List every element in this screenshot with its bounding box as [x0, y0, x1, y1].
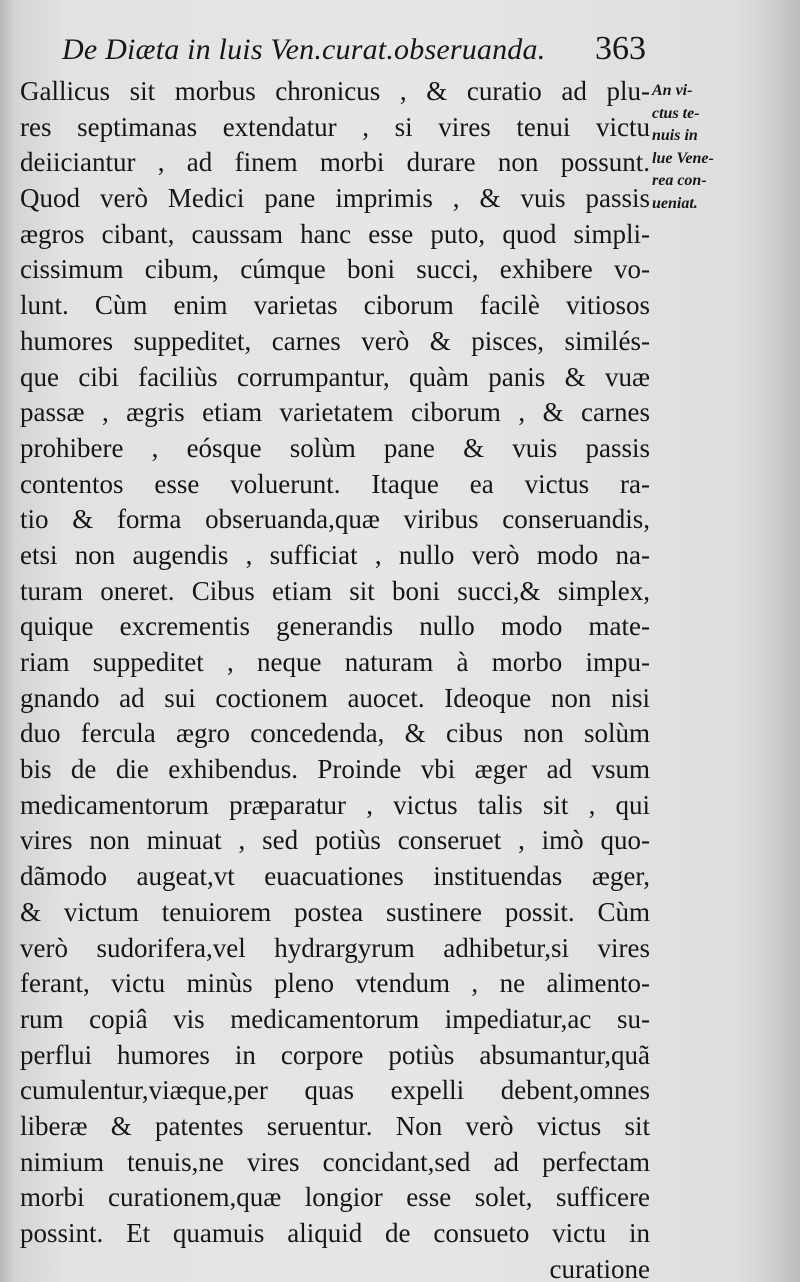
text-line: que cibi faciliùs corrumpantur, quàm panis & vuæ: [20, 361, 650, 392]
marginal-note-line: lue Vene-: [652, 149, 714, 167]
text-line: prohibere , eósque solùm pane & vuis passis: [20, 432, 650, 463]
marginal-note-line: ctus te-: [652, 104, 700, 122]
text-line: rum copiâ vis medicamentorum impediatur,ac su-: [20, 1003, 650, 1034]
text-line: liberæ & patentes seruentur. Non verò victus sit: [20, 1110, 650, 1141]
text-line: perflui humores in corpore potiùs absumantur,quã: [20, 1039, 650, 1070]
text-line: morbi curationem,quæ longior esse solet, sufficere: [20, 1182, 650, 1213]
text-line: quique excrementis generandis nullo modo mate-: [20, 611, 650, 642]
text-line: turam oneret. Cibus etiam sit boni succi,& simplex,: [20, 575, 650, 606]
text-line: cumulentur,viæque,per quas expelli debent,omnes: [20, 1075, 650, 1106]
marginal-note: [652, 80, 752, 215]
text-line: nimium tenuis,ne vires concidant,sed ad perfectam: [20, 1146, 650, 1177]
text-line: dãmodo augeat,vt euacuationes instituendas æger,: [20, 861, 650, 892]
text-line: Gallicus sit morbus chronicus , & curatio ad plu-: [20, 76, 650, 106]
text-line: res septimanas extendatur , si vires tenui victu: [20, 111, 650, 142]
text-line: gnando ad sui coctionem auocet. Ideoque non nisi: [20, 682, 650, 713]
text-line: lunt. Cùm enim varietas ciborum facilè vitiosos: [20, 290, 650, 321]
text-line: possint. Et quamuis aliquid de consueto victu in: [20, 1218, 650, 1248]
marginal-note-line: An vi-: [652, 82, 693, 99]
text-line: humores suppeditet, carnes verò & pisces, similés-: [20, 325, 650, 356]
text-line: duo fercula ægro concedenda, & cibus non solùm: [20, 718, 650, 749]
catchword: curatione: [549, 1253, 650, 1282]
text-line: ferant, victu minùs pleno vtendum , ne alimento-: [20, 968, 650, 999]
text-line: bis de die exhibendus. Proinde vbi æger ad vsum: [20, 754, 650, 785]
text-line: deiiciantur , ad finem morbi durare non possunt.: [20, 147, 650, 178]
text-line: verò sudorifera,vel hydrargyrum adhibetur,si vires: [20, 932, 650, 963]
body-text: [20, 74, 650, 1282]
text-line: Quod verò Medici pane imprimis , & vuis passis: [20, 183, 650, 214]
marginal-note-line: rea con-: [652, 172, 707, 189]
text-line: etsi non augendis , sufficiat , nullo verò modo na-: [20, 539, 650, 570]
text-line: medicamentorum præparatur , victus talis sit , qui: [20, 789, 650, 820]
page-number: 363: [595, 30, 646, 67]
page-gutter-shadow: [754, 0, 800, 1282]
text-line: passæ , ægris etiam varietatem ciborum , & carnes: [20, 397, 650, 428]
running-head: De Diæta in luis Ven.curat.obseruanda.: [62, 33, 546, 66]
text-line: riam suppeditet , neque naturam à morbo impu-: [20, 647, 650, 677]
text-line: ægros cibant, caussam hanc esse puto, quod simpli-: [20, 218, 650, 249]
text-line: cissimum cibum, cúmque boni succi, exhibere vo-: [20, 254, 650, 285]
text-line: & victum tenuiorem postea sustinere possit. Cùm: [20, 896, 650, 927]
marginal-note-line: nuis in: [652, 127, 698, 144]
marginal-note-line: ueniat.: [652, 194, 698, 212]
text-line: contentos esse voluerunt. Itaque ea victus ra-: [20, 468, 650, 499]
page-edge-shadow: [0, 0, 14, 1282]
page-header: [62, 30, 652, 70]
text-line: vires non minuat , sed potiùs conseruet , imò quo-: [20, 825, 650, 856]
text-line: tio & forma obseruanda,quæ viribus conseruandis,: [20, 504, 650, 535]
